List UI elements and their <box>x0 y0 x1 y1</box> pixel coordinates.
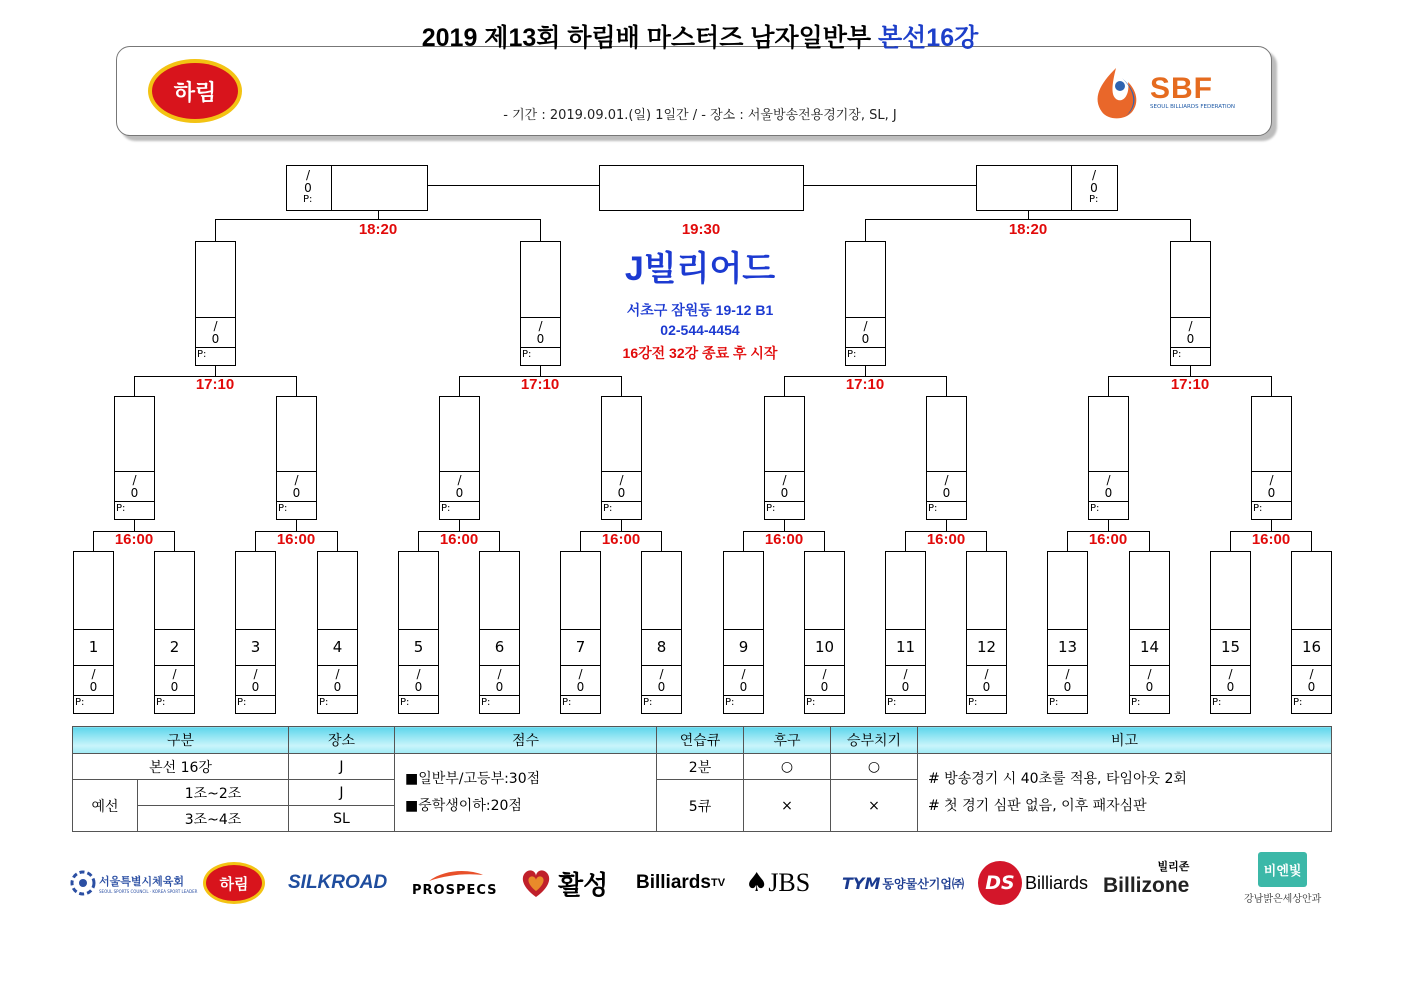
slot-p-label: P: <box>928 503 938 514</box>
round-time-r16: 16:00 <box>601 531 641 548</box>
slot-divider <box>235 665 276 666</box>
slot-p-label: P: <box>766 503 776 514</box>
ds-logo: DS <box>978 861 1022 905</box>
slot-score: / 0 <box>820 667 829 694</box>
slot-divider <box>317 665 358 666</box>
practice-cell: 2분 <box>657 754 744 780</box>
bracket-line <box>215 219 216 242</box>
slot-score: / 0 <box>455 473 464 500</box>
slot-score: / 0 <box>495 667 504 694</box>
slot-divider <box>926 501 967 502</box>
bracket-line <box>1311 531 1312 552</box>
champion-slot <box>599 165 804 211</box>
seed-number: 7 <box>575 638 586 656</box>
sponsor-label: Billiards <box>1025 872 1089 893</box>
bracket-line <box>784 376 785 397</box>
slot-divider <box>1047 629 1088 630</box>
round-time-quarter: 17:10 <box>845 376 885 393</box>
rules-table <box>72 726 1332 832</box>
slot-score: / 0 <box>304 168 312 195</box>
bracket-line <box>1028 210 1029 220</box>
slot-score: / 0 <box>1307 667 1316 694</box>
slot-score: / 0 <box>211 319 220 346</box>
slot-divider <box>1047 665 1088 666</box>
row-name: 3조~4조 <box>138 806 289 832</box>
slot-p-label: P: <box>441 503 451 514</box>
sponsor-seoul-sports <box>70 858 197 908</box>
seed-number: 3 <box>250 638 261 656</box>
header-score: 점수 <box>395 727 657 754</box>
slot-score: / 0 <box>333 667 342 694</box>
slot-score: / 0 <box>1090 168 1098 195</box>
slot-p-label: P: <box>603 503 613 514</box>
round-time-final: 19:30 <box>681 221 721 238</box>
slot-score: / 0 <box>251 667 260 694</box>
slot-p-label: P: <box>237 697 247 708</box>
slot-divider <box>331 165 332 211</box>
slot-divider <box>560 629 601 630</box>
sponsor-sublabel: 빌리존 <box>1157 860 1190 873</box>
slot-score: / 0 <box>1186 319 1195 346</box>
seed-number: 12 <box>976 638 997 656</box>
slot-divider <box>764 501 805 502</box>
sponsor-billizone <box>1103 858 1189 908</box>
slot-p-label: P: <box>1131 697 1141 708</box>
bracket-line <box>946 376 947 397</box>
slot-score: / 0 <box>1226 667 1235 694</box>
slot-score: / 0 <box>414 667 423 694</box>
bracket-line <box>540 219 541 242</box>
sponsor-ds-billiards <box>978 858 1088 908</box>
slot-divider <box>885 695 926 696</box>
slot-p-label: P: <box>968 697 978 708</box>
slot-score: / 0 <box>170 667 179 694</box>
sbf-logo-subtext: SEOUL BILLIARDS FEDERATION <box>1150 104 1236 110</box>
sponsor-label: Billiards <box>636 872 711 893</box>
slot-p-label: P: <box>1049 697 1059 708</box>
slot-p-label: P: <box>156 697 166 708</box>
slot-divider <box>804 695 845 696</box>
round-time-quarter: 17:10 <box>1170 376 1210 393</box>
slot-divider <box>641 695 682 696</box>
bracket-line <box>621 376 622 397</box>
slot-divider <box>723 665 764 666</box>
bien-logo: 비엔빛 <box>1258 852 1308 887</box>
slot-p-label: P: <box>643 697 653 708</box>
row-name: 본선 16강 <box>73 754 289 780</box>
slot-divider <box>845 317 886 318</box>
slot-divider <box>154 629 195 630</box>
slot-divider <box>73 629 114 630</box>
slot-p-label: P: <box>522 349 532 360</box>
slot-score: / 0 <box>1063 667 1072 694</box>
bracket-line <box>804 185 977 186</box>
seed-number: 4 <box>332 638 343 656</box>
bracket-line <box>986 531 987 552</box>
venue-name: J빌리어드 <box>624 250 776 288</box>
prospecs-swoosh-icon <box>425 869 485 883</box>
slot-divider <box>641 629 682 630</box>
slot-divider <box>804 629 845 630</box>
seed-number: 6 <box>494 638 505 656</box>
bracket-line <box>1108 376 1109 397</box>
slot-divider <box>845 347 886 348</box>
slot-score: / 0 <box>576 667 585 694</box>
round-time-r16: 16:00 <box>114 531 154 548</box>
slot-divider <box>1047 695 1088 696</box>
header-notes: 비고 <box>918 727 1332 754</box>
sponsor-label: 활성 <box>558 870 609 901</box>
slot-divider <box>1129 665 1170 666</box>
slot-p-label: P: <box>887 697 897 708</box>
slot-p-label: P: <box>303 194 313 205</box>
seoul-sports-icon <box>70 870 96 896</box>
seed-number: 11 <box>895 638 916 656</box>
slot-divider <box>1170 317 1211 318</box>
slot-divider <box>195 347 236 348</box>
bracket-line <box>134 376 135 397</box>
note-line: # 방송경기 시 40초룰 적용, 타임아웃 2회 <box>928 770 1187 787</box>
round-time-quarter: 17:10 <box>195 376 235 393</box>
slot-score: / 0 <box>292 473 301 500</box>
slot-p-label: P: <box>847 349 857 360</box>
sponsor-hwalseong <box>518 858 608 908</box>
header-place: 장소 <box>289 727 395 754</box>
sponsor-label: JBS <box>768 868 811 897</box>
slot-p-label: P: <box>806 697 816 708</box>
slot-divider <box>723 629 764 630</box>
slot-score: / 0 <box>1104 473 1113 500</box>
slot-divider <box>479 629 520 630</box>
slot-score: / 0 <box>536 319 545 346</box>
slot-divider <box>317 629 358 630</box>
slot-p-label: P: <box>725 697 735 708</box>
slot-divider <box>1170 347 1211 348</box>
venue-note: 16강전 32강 종료 후 시작 <box>622 345 778 361</box>
tiebreak-cell: ○ <box>831 754 918 780</box>
bracket-line <box>1149 531 1150 552</box>
round-time-r16: 16:00 <box>439 531 479 548</box>
bracket-line <box>296 376 297 397</box>
slot-p-label: P: <box>319 697 329 708</box>
slot-divider <box>966 695 1007 696</box>
sbf-flame-icon <box>1090 64 1146 122</box>
venue-address: 서초구 잠원동 19-12 B1 <box>626 302 774 318</box>
slot-divider <box>398 665 439 666</box>
bracket-line <box>174 531 175 552</box>
seed-number: 14 <box>1139 638 1160 656</box>
slot-p-label: P: <box>1293 697 1303 708</box>
slot-divider <box>1071 165 1072 211</box>
slot-divider <box>439 501 480 502</box>
slot-divider <box>966 665 1007 666</box>
round-time-semi: 18:20 <box>358 221 398 238</box>
bracket-line <box>824 531 825 552</box>
slot-divider <box>1088 501 1129 502</box>
seed-number: 16 <box>1301 638 1322 656</box>
round-time-r16: 16:00 <box>926 531 966 548</box>
slot-divider <box>560 665 601 666</box>
slot-divider <box>1251 501 1292 502</box>
sponsor-sup: TV <box>710 877 726 889</box>
slot-score: / 0 <box>1145 667 1154 694</box>
sponsor-harim <box>206 858 262 908</box>
row-place: J <box>289 780 395 806</box>
sponsor-prospecs <box>412 858 498 908</box>
slot-divider <box>885 629 926 630</box>
slot-score: / 0 <box>89 667 98 694</box>
slot-divider <box>398 695 439 696</box>
slot-divider <box>235 629 276 630</box>
notes-cell <box>918 754 1332 832</box>
slot-p-label: P: <box>1089 194 1099 205</box>
header-practice: 연습큐 <box>657 727 744 754</box>
sponsor-label: 강남밝은세상안과 <box>1244 894 1322 905</box>
row-name: 1조~2조 <box>138 780 289 806</box>
slot-divider <box>1291 665 1332 666</box>
header-tiebreak: 승부치기 <box>831 727 918 754</box>
slot-divider <box>1291 629 1332 630</box>
slot-divider <box>317 695 358 696</box>
seed-number: 2 <box>169 638 180 656</box>
slot-divider <box>560 695 601 696</box>
slot-divider <box>398 629 439 630</box>
sponsor-jbs <box>745 858 810 908</box>
slot-divider <box>73 665 114 666</box>
slot-divider <box>1210 665 1251 666</box>
slot-p-label: P: <box>1212 697 1222 708</box>
slot-divider <box>520 347 561 348</box>
slot-score: / 0 <box>982 667 991 694</box>
slot-p-label: P: <box>116 503 126 514</box>
slot-divider <box>1088 471 1129 472</box>
spade-icon: ♠ <box>745 868 769 898</box>
slot-divider <box>723 695 764 696</box>
slot-divider <box>1129 629 1170 630</box>
seed-number: 10 <box>814 638 835 656</box>
slot-divider <box>73 695 114 696</box>
header-category: 구분 <box>73 727 289 754</box>
sponsor-dongyang <box>842 858 964 908</box>
slot-score: / 0 <box>130 473 139 500</box>
sponsor-sublabel: SEOUL SPORTS COUNCIL · KOREA SPORT LEADER <box>99 888 198 894</box>
harim-logo: 하림 <box>152 63 238 119</box>
score-line: ■일반부/고등부:30점 <box>405 770 541 787</box>
sbf-logo-text: SBF <box>1150 72 1213 105</box>
bracket-line <box>1190 219 1191 242</box>
venue-phone: 02-544-4454 <box>660 322 740 338</box>
slot-p-label: P: <box>400 697 410 708</box>
slot-divider <box>1129 695 1170 696</box>
slot-divider <box>235 695 276 696</box>
slot-divider <box>966 629 1007 630</box>
bracket-line <box>428 185 600 186</box>
round-time-r16: 16:00 <box>764 531 804 548</box>
break-cell: × <box>744 780 831 832</box>
tiebreak-cell: × <box>831 780 918 832</box>
slot-divider <box>479 665 520 666</box>
slot-divider <box>276 501 317 502</box>
score-line: ■중학생이하:20점 <box>405 797 522 814</box>
sponsor-label: 동양물산기업㈜ <box>882 876 964 891</box>
slot-score: / 0 <box>657 667 666 694</box>
bracket-line <box>865 219 866 242</box>
bracket-line <box>499 531 500 552</box>
slot-score: / 0 <box>901 667 910 694</box>
note-line: # 첫 경기 심판 없음, 이후 패자심판 <box>928 797 1147 814</box>
slot-divider <box>479 695 520 696</box>
practice-cell: 5큐 <box>657 780 744 832</box>
table-row <box>73 754 1332 780</box>
seed-number: 9 <box>738 638 749 656</box>
bracket-line <box>661 531 662 552</box>
slot-score: / 0 <box>861 319 870 346</box>
slot-divider <box>926 471 967 472</box>
bracket-line <box>459 376 460 397</box>
seed-number: 5 <box>413 638 424 656</box>
slot-divider <box>520 317 561 318</box>
slot-divider <box>885 665 926 666</box>
round-time-r16: 16:00 <box>1088 531 1128 548</box>
bracket-line <box>378 210 379 220</box>
slot-p-label: P: <box>1253 503 1263 514</box>
round-time-r16: 16:00 <box>1251 531 1291 548</box>
slot-score: / 0 <box>617 473 626 500</box>
billizone-text: Billizone <box>1103 874 1190 897</box>
slot-score: / 0 <box>1267 473 1276 500</box>
row-place: J <box>289 754 395 780</box>
slot-p-label: P: <box>197 349 207 360</box>
slot-p-label: P: <box>562 697 572 708</box>
slot-p-label: P: <box>1172 349 1182 360</box>
header-break: 후구 <box>744 727 831 754</box>
bracket-line <box>337 531 338 552</box>
slot-divider <box>764 471 805 472</box>
slot-divider <box>1210 629 1251 630</box>
slot-score: / 0 <box>739 667 748 694</box>
slot-score: / 0 <box>942 473 951 500</box>
page-title: 2019 제13회 하림배 마스터즈 남자일반부 본선16강 <box>421 24 979 52</box>
slot-divider <box>601 471 642 472</box>
harim-small-logo: 하림 <box>206 865 262 901</box>
score-cell <box>395 754 657 832</box>
sponsor-label: PROSPECS <box>412 882 498 898</box>
slot-score: / 0 <box>780 473 789 500</box>
seed-number: 13 <box>1057 638 1078 656</box>
sponsor-label <box>1103 874 1189 898</box>
sponsor-billiards-tv <box>636 858 725 908</box>
seed-number: 8 <box>656 638 667 656</box>
slot-divider <box>276 471 317 472</box>
slot-divider <box>804 665 845 666</box>
sponsor-bien <box>1244 852 1322 905</box>
seed-number: 15 <box>1220 638 1241 656</box>
page-subtitle: - 기간 : 2019.09.01.(일) 1일간 / - 장소 : 서울방송전용경기장, SL, J <box>503 108 897 123</box>
slot-divider <box>154 695 195 696</box>
slot-p-label: P: <box>75 697 85 708</box>
slot-divider <box>1291 695 1332 696</box>
slot-p-label: P: <box>278 503 288 514</box>
break-cell: ○ <box>744 754 831 780</box>
hwalseong-heart-icon <box>518 867 554 899</box>
slot-divider <box>154 665 195 666</box>
slot-divider <box>641 665 682 666</box>
round-time-r16: 16:00 <box>276 531 316 548</box>
slot-divider <box>114 471 155 472</box>
slot-divider <box>1210 695 1251 696</box>
seed-number: 1 <box>88 638 99 656</box>
sponsor-label: 서울특별시체육회 <box>99 874 185 888</box>
slot-p-label: P: <box>481 697 491 708</box>
tym-mark: TYM <box>842 873 881 893</box>
slot-divider <box>439 471 480 472</box>
row-group: 예선 <box>73 780 138 832</box>
bracket-line <box>1271 376 1272 397</box>
table-header-row <box>73 727 1332 754</box>
slot-divider <box>114 501 155 502</box>
slot-p-label: P: <box>1090 503 1100 514</box>
slot-divider <box>195 317 236 318</box>
row-place: SL <box>289 806 395 832</box>
sponsor-silkroad: SILKROAD <box>288 872 388 893</box>
slot-divider <box>601 501 642 502</box>
slot-divider <box>1251 471 1292 472</box>
round-time-quarter: 17:10 <box>520 376 560 393</box>
round-time-semi: 18:20 <box>1008 221 1048 238</box>
